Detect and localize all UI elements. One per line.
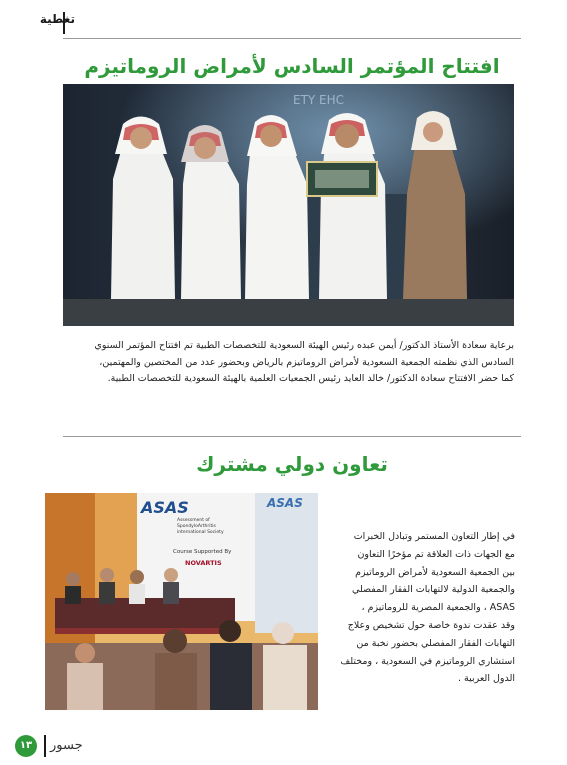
body-line: التهابات الفقار المفصلي بحضور نخبة من <box>356 637 515 649</box>
magazine-name: جسور <box>50 738 83 753</box>
section-rule <box>63 436 521 437</box>
header-rule <box>63 38 521 39</box>
caption-line: كما حضر الافتتاح سعادة الدكتور/ خالد العايد رئيس الجمعيات العلمية بالهيئة السعودية للتخصصات الطبية. <box>107 373 514 384</box>
body-line: ASAS ، والجمعية المصرية للروماتيزم ، <box>361 602 515 614</box>
asas-logo-text: ASAS <box>141 498 189 517</box>
asas-seminar-photo <box>45 493 318 710</box>
headline-conference-opening: افتتاح المؤتمر السادس لأمراض الروماتيزم <box>84 54 500 78</box>
body-line: والجمعية الدولية لالتهابات الفقار المفصلي <box>351 584 515 596</box>
asas-logo-right: ASAS <box>267 496 303 510</box>
caption-line: برعاية سعادة الأستاذ الدكتور/ أيمن عبده رئيس الهيئة السعودية للتخصصات الطبية تم افتتاح المؤتمر السنوي <box>94 340 514 351</box>
body-line: مع الجهات ذات العلاقة تم مؤخرًا التعاون <box>357 548 515 560</box>
backdrop-text: ETY EHC <box>293 93 345 107</box>
course-supported-text: Course Supported By <box>173 549 232 555</box>
page-number-badge: ١٣ <box>15 735 37 757</box>
asas-line-1: Assessment of <box>177 518 210 523</box>
headline-international-cooperation: تعاون دولي مشترك <box>196 452 388 476</box>
body-line: بين الجمعية السعودية لأمراض الروماتيزم <box>355 566 515 578</box>
body-line: الدول العربية . <box>457 673 515 685</box>
sponsor-name: NOVARTIS <box>185 559 222 567</box>
conference-award-photo <box>63 84 514 326</box>
asas-line-2: SpondyloArthritis <box>177 524 216 529</box>
conference-caption <box>63 338 514 388</box>
body-line: في إطار التعاون المستمر وتبادل الخبرات <box>353 531 515 542</box>
body-line: استشاري الروماتيزم في السعودية ، ومختلف <box>340 655 515 667</box>
cooperation-body <box>327 528 515 688</box>
body-line: وقد عقدت ندوة خاصة حول تشخيص وعلاج <box>347 619 515 631</box>
section-tag: تغطية <box>39 12 75 26</box>
footer-divider-bar <box>44 735 46 757</box>
caption-line: السادس الذي نظمته الجمعية السعودية لأمراض الروماتيزم بالرياض وبحضور عدد من المختصين والمهتمين، <box>99 356 514 368</box>
asas-line-3: international Society <box>177 530 224 535</box>
